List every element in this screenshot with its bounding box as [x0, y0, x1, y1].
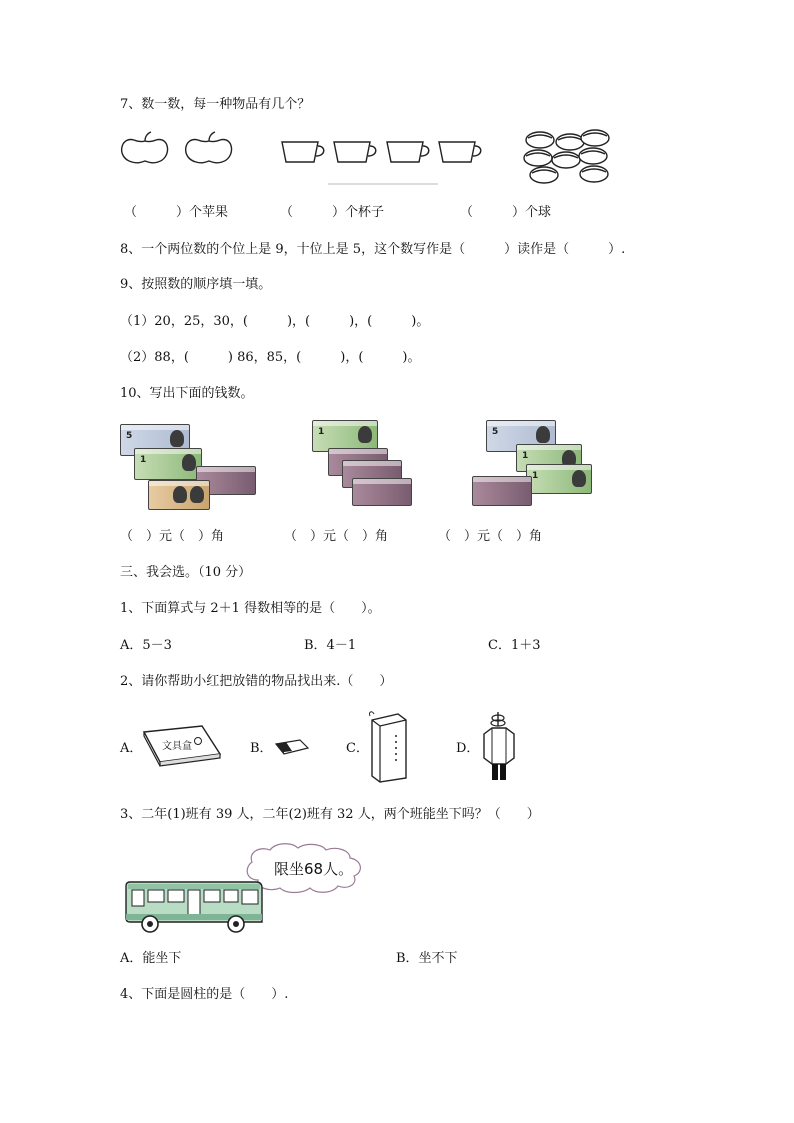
cup-icon: [439, 142, 481, 162]
banknote-5-jiao: [352, 478, 412, 506]
cup-icon: [282, 142, 324, 162]
banknote-1-yuan: 1: [516, 444, 582, 472]
s3-q3-option-a: A．能坐下: [120, 951, 182, 966]
q9-line1: （1）20，25，30，( )，( )，( )。: [120, 314, 430, 329]
s3-q1-option-a: A．5－3: [120, 638, 172, 653]
bus-icon: [126, 882, 262, 932]
q10-answer-2: （ ）元（ ）角: [284, 529, 389, 544]
q7-images: [118, 128, 618, 190]
s3-q2-option-a: A．: [120, 741, 143, 756]
banknote-1-yuan: 1: [526, 464, 592, 494]
banknote-1-yuan: 1: [312, 420, 378, 452]
q10-answer-1: （ ）元（ ）角: [120, 529, 225, 544]
cup-icon: [387, 142, 429, 162]
q9-line2: （2）88，( ) 86，85，( )，( )。: [120, 350, 421, 365]
bus-illustration: [124, 840, 396, 936]
q7-title: 7、数一数，每一种物品有几个？: [120, 97, 311, 112]
q10-answer-3: （ ）元（ ）角: [438, 529, 543, 544]
s3-q2-option-c: C．: [346, 741, 369, 756]
s3-q2-option-b: B．: [250, 741, 273, 756]
s3-q3-text: 3、二年(1)班有 39 人，二年(2)班有 32 人，两个班能坐下吗？（ ）: [120, 807, 540, 822]
s3-q3-option-b: B．坐不下: [396, 951, 458, 966]
ball-icon: [581, 130, 609, 146]
apple-icon: [122, 132, 168, 163]
cup-icon: [334, 142, 376, 162]
eraser-icon: [272, 736, 312, 758]
ball-icon: [556, 134, 584, 150]
svg-text:文具盒: 文具盒: [162, 741, 192, 752]
q10-title: 10、写出下面的钱数。: [120, 386, 254, 401]
s3-q2-option-d: D．: [456, 741, 480, 756]
apple-icon: [186, 132, 232, 163]
banknote-5-yuan: 5: [486, 420, 556, 452]
q7-answer-cups: （ ）个杯子: [280, 205, 385, 220]
ball-icon: [552, 152, 580, 168]
book-icon: [366, 710, 412, 784]
ball-icon: [530, 167, 558, 183]
s3-q1-option-b: B．4－1: [304, 638, 357, 653]
q7-answer-balls: （ ）个球: [460, 205, 552, 220]
banknote-5-jiao: [472, 476, 532, 506]
s3-q4-text: 4、下面是圆柱的是（ ）.: [120, 987, 289, 1002]
s3-q1-option-c: C．1＋3: [488, 638, 541, 653]
s3-q2-text: 2、请你帮助小红把放错的物品找出来.（ ）: [120, 674, 393, 689]
ball-icon: [526, 132, 554, 148]
bus-sign-text: 限坐68人。: [274, 860, 354, 878]
s3-q1-text: 1、下面算式与 2＋1 得数相等的是（ ）。: [120, 601, 381, 616]
q7-answer-apples: （ ）个苹果: [124, 205, 229, 220]
banknote-5-yuan: 5: [120, 424, 190, 456]
section3-title: 三、我会选。（10 分）: [120, 565, 252, 580]
pencil-sharpener-icon: [476, 708, 520, 784]
ball-icon: [524, 150, 552, 166]
banknote-1-jiao: [148, 480, 210, 510]
pencil-box-icon: [140, 722, 222, 768]
banknote-1-yuan: 1: [134, 448, 202, 480]
ball-icon: [580, 166, 608, 182]
q8-text: 8、一个两位数的个位上是 9，十位上是 5，这个数写作是（ ）读作是（ ）.: [120, 242, 626, 257]
ball-icon: [579, 148, 607, 164]
q9-title: 9、按照数的顺序填一填。: [120, 277, 272, 292]
